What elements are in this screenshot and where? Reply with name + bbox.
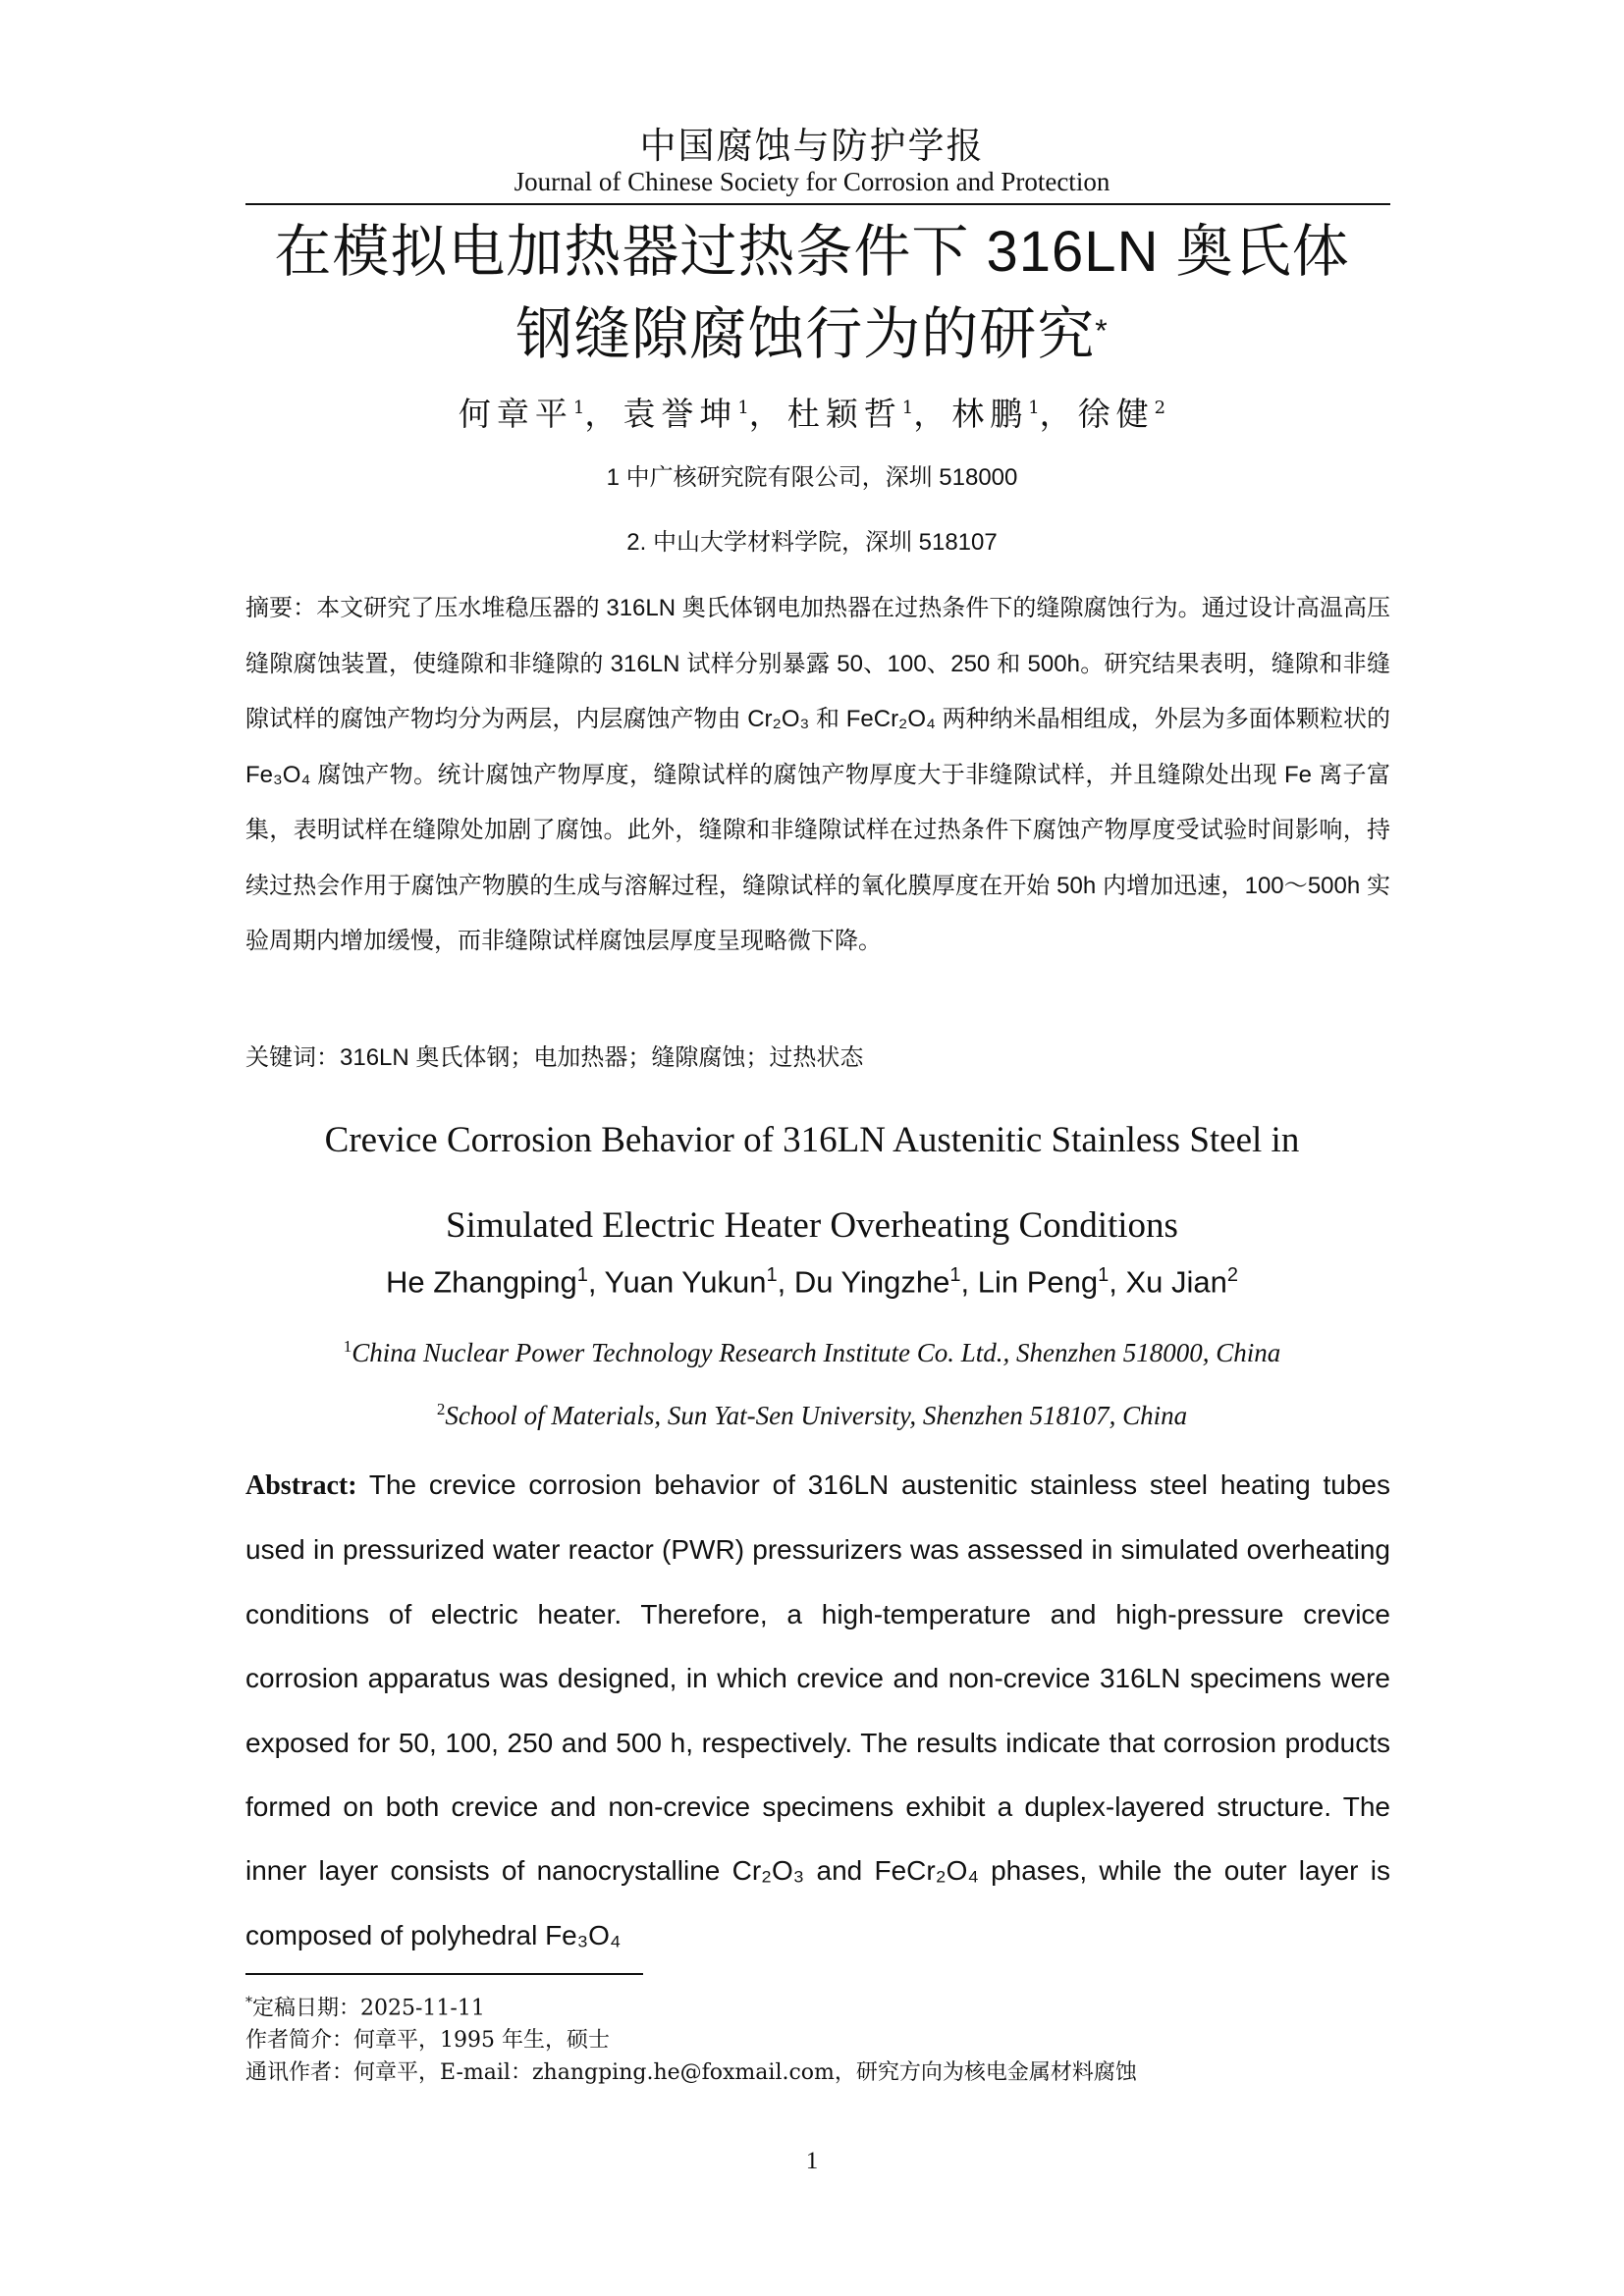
author-en-name: Du Yingzhe (793, 1264, 950, 1300)
author-en-affiliation-mark: 1 (766, 1264, 778, 1286)
footnote-received (245, 1987, 1390, 2024)
author-cn-affiliation-mark: 2 (1154, 398, 1166, 418)
author-cn-affiliation-mark: 1 (901, 398, 914, 418)
author-cn-affiliation-mark: 1 (737, 398, 749, 418)
author-en-separator: , (777, 1264, 794, 1300)
footnote-bio: 作者简介：何章平，1995 年生，硕士 (245, 2028, 610, 2054)
affiliation-en-2 (0, 1400, 1624, 1431)
author-cn-separator: ， (913, 395, 952, 433)
author-en-name: Lin Peng (977, 1264, 1099, 1300)
footnote-corresponding: 通讯作者：何章平，E-mail：zhangping.he@foxmail.com，研究方向为核电金属材料腐蚀 (245, 2060, 1137, 2086)
paper-title-cn-line2-text: 钢缝隙腐蚀行为的研究 (515, 302, 1096, 366)
author-cn-separator: ， (748, 395, 787, 433)
author-cn-name: 林鹏 (951, 395, 1029, 433)
paper-title-cn-line2 (196, 294, 1428, 376)
author-list-cn (0, 389, 1624, 435)
author-cn-separator: ， (584, 395, 623, 433)
paper-title-en (196, 1097, 1428, 1268)
affiliation-cn-1: 1 中广核研究院有限公司，深圳 518000 (606, 464, 1018, 491)
abstract-cn: 摘要：本文研究了压水堆稳压器的 316LN 奥氏体钢电加热器在过热条件下的缝隙腐蚀行为。通过设计高温高压缝隙腐蚀装置，使缝隙和非缝隙的 316LN 试样分别暴露 50、100、250 和 500h。研究结果表明，缝隙和非缝隙试样的腐蚀产物均分为两层，内层腐蚀产物由 Cr₂O₃ 和 FeCr₂O₄ 两种纳米晶相组成，外层为多面体颗粒状的 Fe₃O₄ 腐蚀产物。统计腐蚀产物厚度，缝隙试样的腐蚀产物厚度大于非缝隙试样，并且缝隙处出现 Fe 离子富集，表明试样在缝隙处加剧了腐蚀。此外，缝隙和非缝隙试样在过热条件下腐蚀产物厚度受试验时间影响，持续过热会作用于腐蚀产物膜的生成与溶解过程，缝隙试样的氧化膜厚度在开始 50h 内增加迅速，100～500h 实验周期内增加缓慢，而非缝隙试样腐蚀层厚度呈现略微下降。 (245, 595, 1390, 954)
author-cn-name: 袁誉坤 (623, 395, 738, 433)
affiliation-en-2-mark: 2 (436, 1400, 446, 1418)
abstract-en-label: Abstract: (245, 1470, 357, 1501)
author-cn-affiliation-mark: 1 (1028, 398, 1040, 418)
footnote-received-mark: * (245, 1995, 252, 2010)
author-cn-affiliation-mark: 1 (572, 398, 585, 418)
author-en-separator: , (960, 1264, 978, 1300)
author-en-separator: , (1109, 1264, 1126, 1300)
affiliation-en-1-mark: 1 (343, 1337, 352, 1356)
author-en-affiliation-mark: 1 (949, 1264, 961, 1286)
footnotes (245, 1987, 1390, 2089)
author-cn-name: 徐健 (1077, 395, 1155, 433)
abstract-en-text: The crevice corrosion behavior of 316LN austenitic stainless steel heating tubes used in pressurized water reactor (PWR) pressurizers was assessed in simulated overheating conditions of electric heater. Therefore, a high-temperature and high-pressure crevice corrosion apparatus was designed, in which crevice and non-crevice 316LN specimens were exposed for 50, 100, 250 and 500 h, respectively. The results indicate that corrosion products formed on both crevice and non-crevice specimens exhibit a duplex-layered structure. The inner layer consists of nanocrystalline Cr₂O₃ and FeCr₂O₄ phases, while the outer layer is composed of polyhedral Fe₃O₄ (245, 1469, 1390, 1950)
paper-title-en-line2: Simulated Electric Heater Overheating Conditions (446, 1205, 1178, 1246)
footnote-divider (245, 1973, 643, 1975)
paper-title-en-line1: Crevice Corrosion Behavior of 316LN Austenitic Stainless Steel in (324, 1120, 1300, 1160)
paper-title-cn (196, 211, 1428, 376)
page-number: 1 (805, 2148, 819, 2174)
author-en-name: He Zhangping (385, 1264, 577, 1300)
author-cn-name: 何章平 (458, 395, 573, 433)
keywords-cn: 关键词：316LN 奥氏体钢；电加热器；缝隙腐蚀；过热状态 (245, 1044, 864, 1071)
paper-title-cn-line1: 在模拟电加热器过热条件下 316LN 奥氏体 (274, 220, 1350, 284)
author-cn-name: 杜颖哲 (786, 395, 902, 433)
journal-title-en: Journal of Chinese Society for Corrosion and Protection (514, 167, 1110, 196)
affiliation-en-1 (0, 1337, 1624, 1368)
author-en-affiliation-mark: 1 (576, 1264, 588, 1286)
title-footnote-mark: * (1095, 313, 1109, 348)
author-list-en (0, 1264, 1624, 1300)
author-en-affiliation-mark: 2 (1226, 1264, 1239, 1286)
header-divider (245, 203, 1390, 205)
author-cn-separator: ， (1039, 395, 1078, 433)
footnote-received-text: 定稿日期：2025-11-11 (252, 1996, 485, 2021)
author-en-separator: , (587, 1264, 605, 1300)
author-en-name: Xu Jian (1125, 1264, 1227, 1300)
author-en-affiliation-mark: 1 (1098, 1264, 1110, 1286)
abstract-en (245, 1453, 1390, 1967)
affiliation-en-2-text: School of Materials, Sun Yat-Sen University, Shenzhen 518107, China (445, 1401, 1188, 1430)
journal-title-cn: 中国腐蚀与防护学报 (639, 125, 985, 167)
affiliation-en-1-text: China Nuclear Power Technology Research Institute Co. Ltd., Shenzhen 518000, China (352, 1338, 1281, 1367)
author-en-name: Yuan Yukun (604, 1264, 767, 1300)
affiliation-cn-2: 2. 中山大学材料学院，深圳 518107 (626, 529, 998, 556)
